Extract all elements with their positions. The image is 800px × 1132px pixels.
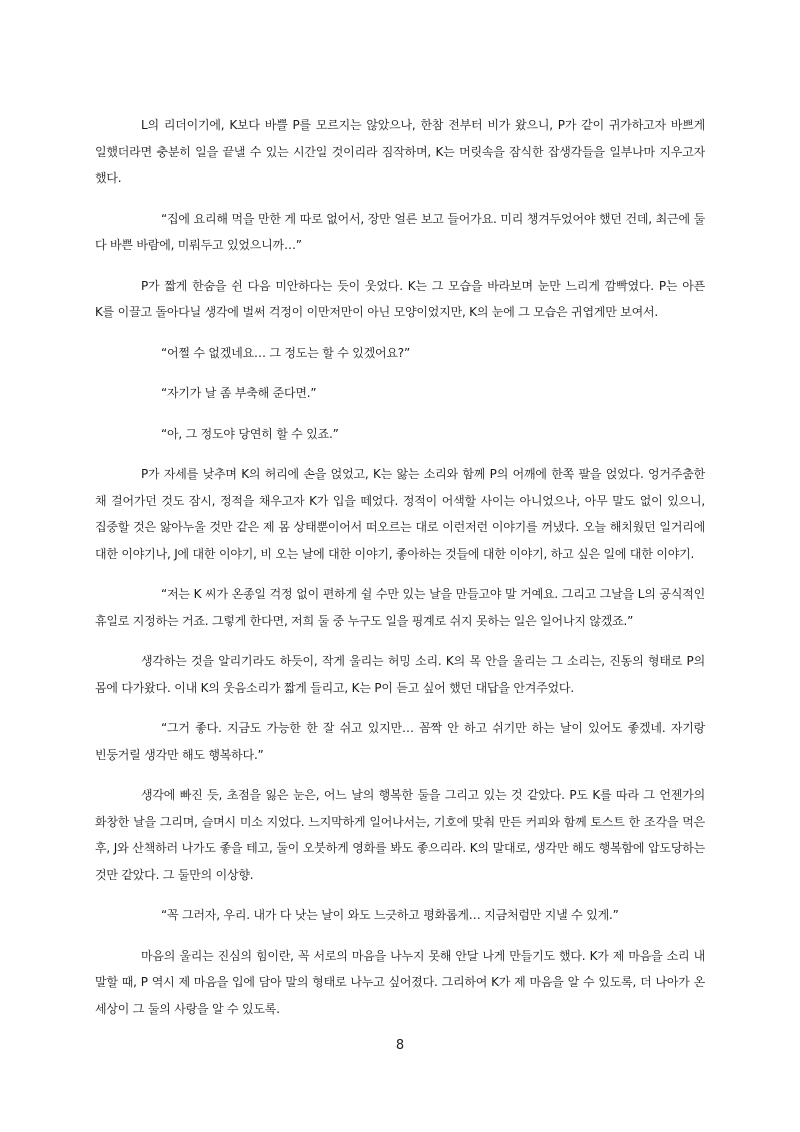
paragraph-1: L의 리더이기에, K보다 바쁠 P를 모르지는 않았으나, 한참 전부터 비가 왔으니, P가 같이 귀가하고자 바쁘게 일했더라면 충분히 일을 끝낼 수 있는 시간일 것이리라 짐작하며, K는 머릿속을 잠식한 잡생각들을 일부나마 지우고자 했다. xyxy=(95,118,705,185)
dialogue-3: “자기가 날 좀 부축해 준다면.” xyxy=(161,386,317,400)
paragraph-2: P가 짧게 한숨을 쉰 다음 미안하다는 듯이 웃었다. K는 그 모습을 바라보며 눈만 느리게 깜빡였다. P는 아픈 K를 이끌고 돌아다닐 생각에 벌써 걱정이 이만저만이 아닌 모양이었지만, K의 눈에 그 모습은 귀엽게만 보여서. xyxy=(95,278,705,319)
dialogue-6: “그거 좋다. 지금도 가능한 한 잘 쉬고 있지만… 꼼짝 안 하고 쉬기만 하는 날이 있어도 좋겠네. 자기랑 빈둥거릴 생각만 해도 행복하다.” xyxy=(95,721,705,762)
dialogue-5: “저는 K 씨가 온종일 걱정 없이 편하게 쉴 수만 있는 날을 만들고야 말 거예요. 그리고 그날을 L의 공식적인 휴일로 지정하는 거죠. 그렇게 한다면, 저희 둘 중 누구도 일을 핑계로 쉬지 못하는 일은 일어나지 않겠죠.” xyxy=(95,587,705,628)
paragraph-4: 생각하는 것을 알리기라도 하듯이, 작게 울리는 허밍 소리. K의 목 안을 울리는 그 소리는, 진동의 형태로 P의 몸에 다가왔다. 이내 K의 웃음소리가 짧게 들리고, K는 P이 듣고 싶어 했던 대답을 안겨주었다. xyxy=(95,654,705,695)
page-number: 8 xyxy=(395,1038,405,1053)
paragraph-5: 생각에 빠진 듯, 초점을 잃은 눈은, 어느 날의 행복한 둘을 그리고 있는 것 같았다. P도 K를 따라 그 언젠가의 화창한 날을 그리며, 슬며시 미소 지었다. 느지막하게 일어나서는, 기호에 맞춰 만든 커피와 함께 토스트 한 조각을 먹은 후, J와 산책하러 나가도 좋을 테고, 둘이 오붓하게 영화를 봐도 좋으리라. K의 말대로, 생각만 해도 행복함에 압도당하는 것만 같았다. 그 둘만의 이상향. xyxy=(95,788,705,882)
dialogue-2: “어쩔 수 없겠네요… 그 정도는 할 수 있겠어요?” xyxy=(161,345,410,360)
paragraph-3: P가 자세를 낮추며 K의 허리에 손을 얹었고, K는 앓는 소리와 함께 P의 어깨에 한쪽 팔을 얹었다. 엉거주춤한 채 걸어가던 것도 잠시, 정적을 채우고자 K가 입을 떼었다. 정적이 어색할 사이는 아니었으나, 아무 말도 없이 있으니, 집중할 것은 앓아누울 것만 같은 제 몸 상태뿐이어서 떠오르는 대로 이런저런 이야기를 꺼냈다. 오늘 해치웠던 일거리에 대한 이야기나, J에 대한 이야기, 비 오는 날에 대한 이야기, 좋아하는 것들에 대한 이야기, 하고 싶은 일에 대한 이야기. xyxy=(95,467,705,561)
dialogue-4: “아, 그 정도야 당연히 할 수 있죠.” xyxy=(161,426,339,441)
dialogue-1: “집에 요리해 먹을 만한 게 따로 없어서, 장만 얼른 보고 들어가요. 미리 챙겨두었어야 했던 건데, 최근에 둘 다 바쁜 바람에, 미뤄두고 있었으니까…” xyxy=(95,211,705,252)
body-text xyxy=(95,112,705,1036)
dialogue-7: “꼭 그러자, 우리. 내가 다 낫는 날이 와도 느긋하고 평화롭게… 지금처럼만 지낼 수 있게.” xyxy=(161,908,619,922)
paragraph-6: 마음의 울리는 진심의 힘이란, 꼭 서로의 마음을 나누지 못해 안달 나게 만들기도 했다. K가 제 마음을 소리 내 말할 때, P 역시 제 마음을 입에 담아 말의 형태로 나누고 싶어졌다. 그리하여 K가 제 마음을 알 수 있도록, 더 나아가 온 세상이 그 둘의 사랑을 알 수 있도록. xyxy=(95,948,705,1016)
